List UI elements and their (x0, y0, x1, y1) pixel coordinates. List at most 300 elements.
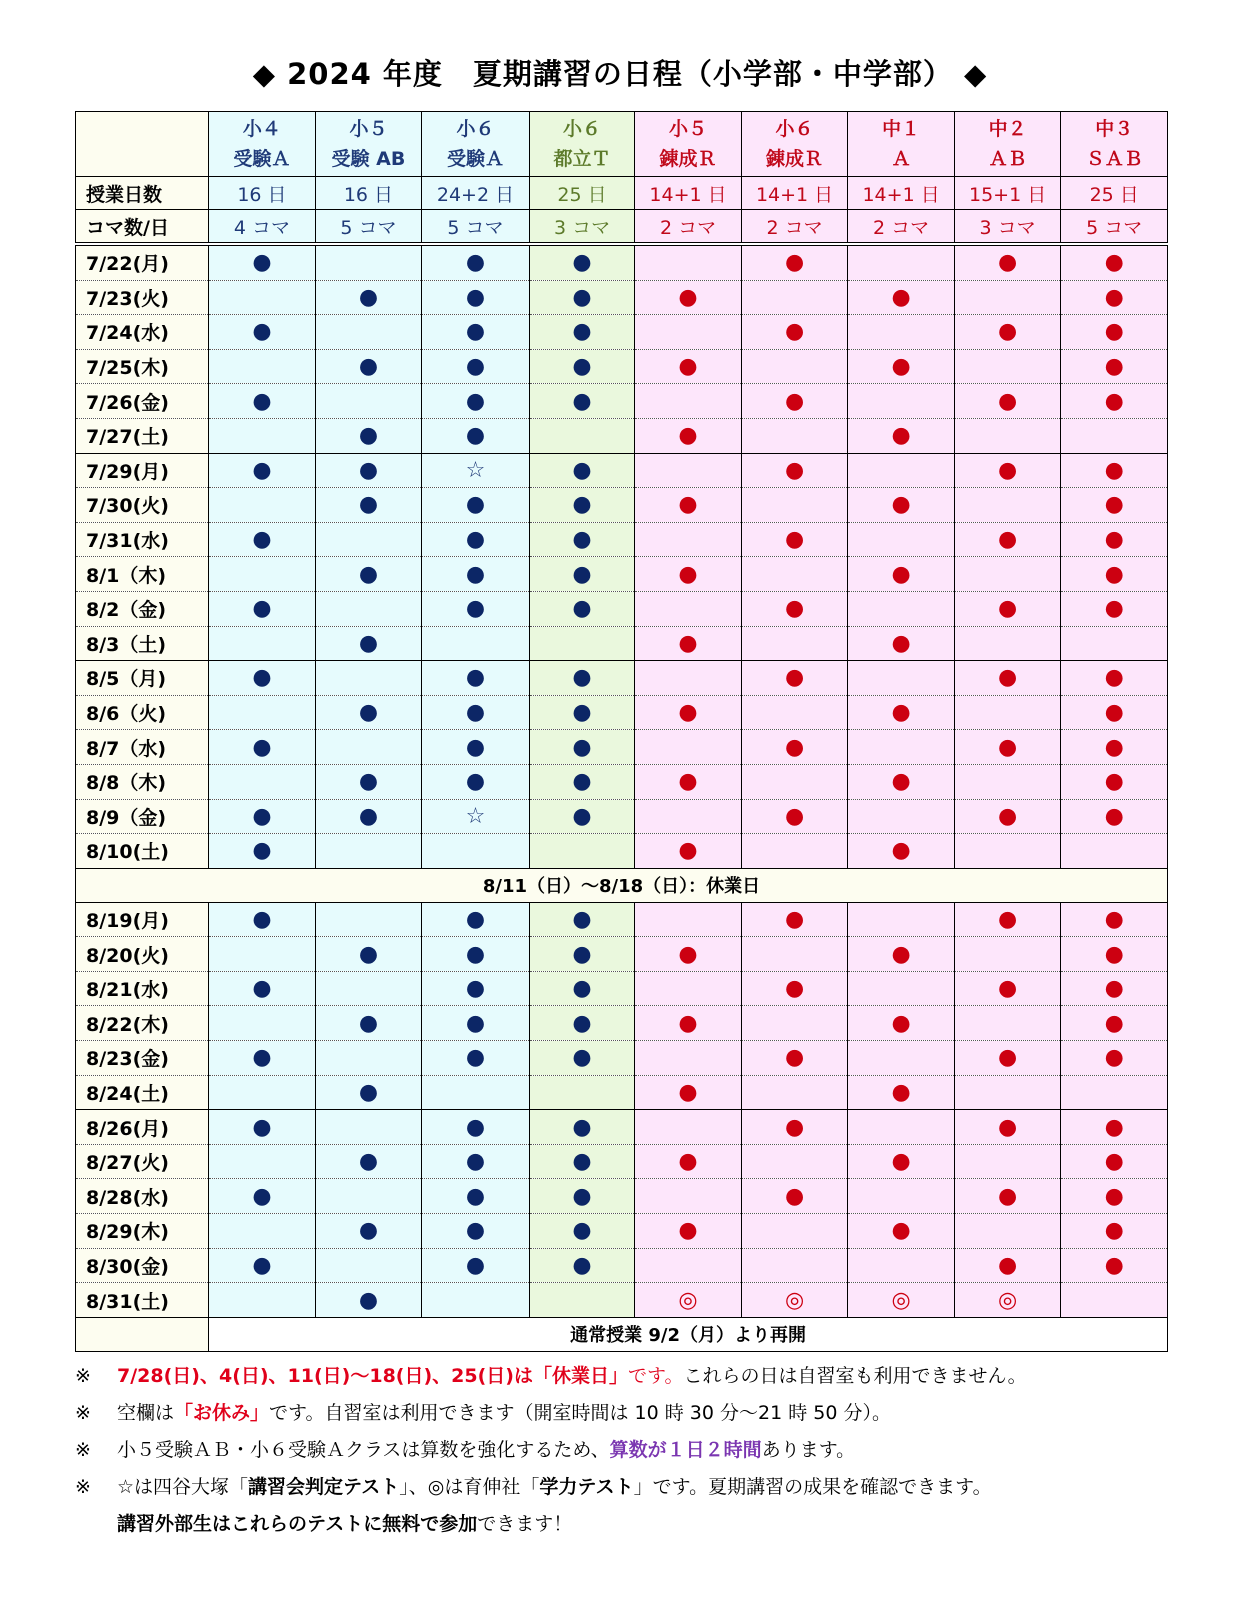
schedule-cell (529, 453, 635, 488)
schedule-row (76, 1075, 1168, 1110)
class-days: 16 日 (209, 177, 316, 210)
schedule-cell (529, 1144, 635, 1179)
schedule-cell (315, 349, 422, 384)
class-koma: 2 コマ (635, 210, 742, 245)
schedule-cell (741, 834, 848, 869)
row-date: 7/22(月) (76, 244, 209, 280)
row-date: 8/1（木) (76, 557, 209, 592)
class-day-dot: ● (465, 284, 486, 310)
class-koma: 5 コマ (422, 210, 530, 245)
schedule-cell (315, 418, 422, 453)
schedule-cell (741, 349, 848, 384)
schedule-cell (315, 1110, 422, 1145)
row-date: 8/9（金) (76, 799, 209, 834)
class-day-dot: ● (784, 976, 805, 1002)
class-day-dot: ● (465, 1183, 486, 1209)
schedule-cell (315, 661, 422, 696)
class-day-dot: ● (1104, 1149, 1124, 1175)
schedule-cell (529, 557, 635, 592)
yotsuya-test-star: ☆ (465, 457, 486, 483)
schedule-cell (529, 730, 635, 765)
schedule-cell (954, 902, 1061, 937)
class-day-dot: ● (678, 1010, 698, 1036)
row-date: 8/28(水) (76, 1179, 209, 1214)
class-header (741, 112, 848, 177)
schedule-cell (848, 661, 955, 696)
class-course: 受験Ａ (446, 148, 504, 170)
schedule-cell (529, 280, 635, 315)
schedule-cell (954, 764, 1061, 799)
class-day-dot: ● (1104, 284, 1124, 310)
ikushin-test-circle: ◎ (784, 1287, 805, 1313)
schedule-cell (529, 695, 635, 730)
class-day-dot: ● (784, 1045, 805, 1071)
class-day-dot: ● (998, 457, 1018, 483)
schedule-cell (741, 1006, 848, 1041)
schedule-row (76, 834, 1168, 869)
schedule-cell (741, 1248, 848, 1283)
schedule-cell (422, 695, 530, 730)
class-day-dot: ● (358, 630, 379, 656)
class-day-dot: ● (891, 1218, 911, 1244)
class-day-dot: ● (252, 976, 272, 1002)
schedule-cell (635, 902, 742, 937)
schedule-row (76, 349, 1168, 384)
schedule-cell (741, 522, 848, 557)
class-day-dot: ● (465, 1218, 486, 1244)
class-header-row (76, 112, 1168, 177)
schedule-cell (1061, 695, 1168, 730)
schedule-cell (954, 1041, 1061, 1076)
note-1 (75, 1358, 1195, 1395)
class-day-dot: ● (465, 1114, 486, 1140)
schedule-cell (422, 1041, 530, 1076)
schedule-cell (954, 384, 1061, 419)
class-day-dot: ● (252, 388, 272, 414)
schedule-cell (529, 1248, 635, 1283)
schedule-cell (529, 1041, 635, 1076)
class-header (315, 112, 422, 177)
schedule-cell (741, 1041, 848, 1076)
class-day-dot: ● (358, 1010, 379, 1036)
row-date: 7/31(水) (76, 522, 209, 557)
class-day-dot: ● (358, 354, 379, 380)
schedule-cell (209, 315, 316, 350)
schedule-cell (848, 557, 955, 592)
note-highlight: 「お休み」 (174, 1402, 270, 1424)
class-day-dot: ● (252, 803, 272, 829)
row-date: 8/3（土) (76, 626, 209, 661)
schedule-cell (209, 349, 316, 384)
class-day-dot: ● (784, 906, 805, 932)
class-day-dot: ● (572, 388, 592, 414)
class-day-dot: ● (465, 700, 486, 726)
schedule-cell (635, 1283, 742, 1318)
schedule-cell (422, 764, 530, 799)
schedule-cell (315, 834, 422, 869)
schedule-cell (954, 418, 1061, 453)
schedule-cell (741, 626, 848, 661)
class-day-dot: ● (358, 803, 379, 829)
schedule-cell (315, 280, 422, 315)
schedule-cell (422, 971, 530, 1006)
note-text: これらの日は自習室も利用できません。 (683, 1365, 1027, 1387)
schedule-row (76, 626, 1168, 661)
class-day-dot: ● (572, 906, 592, 932)
schedule-cell (635, 971, 742, 1006)
class-day-dot: ● (998, 250, 1018, 276)
class-day-dot: ● (1104, 941, 1124, 967)
class-day-dot: ● (1104, 457, 1124, 483)
schedule-row (76, 1006, 1168, 1041)
class-day-dot: ● (572, 561, 592, 587)
schedule-cell (954, 937, 1061, 972)
schedule-cell (848, 522, 955, 557)
schedule-cell (741, 902, 848, 937)
class-grade: 小６ (563, 118, 602, 140)
class-grade: 中２ (988, 118, 1027, 140)
class-day-dot: ● (465, 250, 486, 276)
schedule-cell (848, 1283, 955, 1318)
class-day-dot: ● (358, 284, 379, 310)
schedule-cell (635, 1248, 742, 1283)
class-day-dot: ● (678, 423, 698, 449)
schedule-cell (529, 1110, 635, 1145)
schedule-cell (422, 1006, 530, 1041)
schedule-cell (1061, 1144, 1168, 1179)
schedule-cell (635, 557, 742, 592)
class-day-dot: ● (465, 596, 486, 622)
class-course: 都立Ｔ (553, 148, 611, 170)
class-header (848, 112, 955, 177)
schedule-cell (741, 488, 848, 523)
class-day-dot: ● (572, 803, 592, 829)
class-day-dot: ● (891, 1010, 911, 1036)
class-course: 錬成Ｒ (766, 148, 824, 170)
class-days: 14+1 日 (848, 177, 955, 210)
schedule-cell (1061, 1110, 1168, 1145)
schedule-cell (422, 799, 530, 834)
schedule-cell (741, 1075, 848, 1110)
class-days: 15+1 日 (954, 177, 1061, 210)
class-day-dot: ● (891, 941, 911, 967)
schedule-cell (635, 315, 742, 350)
row-date: 8/23(金) (76, 1041, 209, 1076)
schedule-cell (954, 557, 1061, 592)
schedule-cell (422, 1248, 530, 1283)
schedule-cell (741, 799, 848, 834)
schedule-cell (1061, 453, 1168, 488)
class-day-dot: ● (998, 976, 1018, 1002)
schedule-cell (848, 384, 955, 419)
row-date: 7/26(金) (76, 384, 209, 419)
header-corner (76, 112, 209, 177)
schedule-cell (1061, 730, 1168, 765)
schedule-cell (635, 488, 742, 523)
schedule-cell (1061, 1041, 1168, 1076)
class-day-dot: ● (1104, 1218, 1124, 1244)
schedule-cell (315, 626, 422, 661)
class-header (954, 112, 1061, 177)
schedule-cell (315, 384, 422, 419)
class-day-dot: ● (1104, 803, 1124, 829)
schedule-cell (1061, 591, 1168, 626)
schedule-cell (741, 557, 848, 592)
class-day-dot: ● (998, 319, 1018, 345)
schedule-cell (635, 591, 742, 626)
class-day-dot: ● (1104, 1045, 1124, 1071)
schedule-cell (635, 1041, 742, 1076)
schedule-cell (635, 730, 742, 765)
schedule-cell (1061, 661, 1168, 696)
row-date: 8/27(火) (76, 1144, 209, 1179)
class-day-dot: ● (572, 319, 592, 345)
row-date: 8/21(水) (76, 971, 209, 1006)
schedule-cell (529, 418, 635, 453)
note-text: できます！ (477, 1513, 573, 1535)
schedule-cell (422, 730, 530, 765)
row-date: 7/30(火) (76, 488, 209, 523)
schedule-cell (848, 418, 955, 453)
schedule-cell (315, 1144, 422, 1179)
schedule-cell (209, 280, 316, 315)
class-day-dot: ● (252, 734, 272, 760)
schedule-cell (635, 349, 742, 384)
class-day-dot: ● (678, 354, 698, 380)
schedule-row (76, 1041, 1168, 1076)
koma-label: コマ数/日 (76, 210, 209, 245)
class-day-dot: ● (572, 941, 592, 967)
note-text: あります。 (761, 1439, 856, 1461)
schedule-cell (635, 418, 742, 453)
schedule-cell (1061, 418, 1168, 453)
schedule-cell (954, 1179, 1061, 1214)
schedule-cell (422, 1214, 530, 1249)
class-day-dot: ● (465, 319, 486, 345)
note-text: 小５受験ＡＢ・小６受験Ａクラスは算数を強化するため、 (117, 1439, 610, 1461)
schedule-cell (209, 522, 316, 557)
schedule-cell (848, 1110, 955, 1145)
schedule-cell (209, 453, 316, 488)
schedule-row (76, 453, 1168, 488)
class-day-dot: ● (678, 1149, 698, 1175)
note-holiday-dates: 7/28(日)、4(日)、11(日)～18(日)、25(日)は「休業日」 (117, 1365, 628, 1387)
schedule-cell (954, 834, 1061, 869)
schedule-cell (848, 1144, 955, 1179)
row-date: 7/24(水) (76, 315, 209, 350)
row-date: 8/2（金) (76, 591, 209, 626)
class-day-dot: ● (1104, 1183, 1124, 1209)
class-day-dot: ● (465, 1149, 486, 1175)
schedule-cell (741, 730, 848, 765)
class-course: 錬成Ｒ (659, 148, 717, 170)
class-day-dot: ● (998, 1114, 1018, 1140)
class-day-dot: ● (572, 457, 592, 483)
class-days: 14+1 日 (741, 177, 848, 210)
class-day-dot: ● (572, 354, 592, 380)
schedule-cell (741, 1283, 848, 1318)
schedule-cell (529, 591, 635, 626)
schedule-cell (209, 730, 316, 765)
schedule-cell (422, 1179, 530, 1214)
class-day-dot: ● (572, 1252, 592, 1278)
class-day-dot: ● (572, 1114, 592, 1140)
class-day-dot: ● (1104, 1252, 1124, 1278)
schedule-cell (741, 453, 848, 488)
schedule-cell (635, 1179, 742, 1214)
class-day-dot: ● (1104, 906, 1124, 932)
schedule-cell (954, 1248, 1061, 1283)
class-day-dot: ● (358, 457, 379, 483)
schedule-cell (1061, 937, 1168, 972)
class-day-dot: ● (465, 734, 486, 760)
class-koma: 4 コマ (209, 210, 316, 245)
schedule-cell (209, 661, 316, 696)
schedule-cell (954, 799, 1061, 834)
class-day-dot: ● (1104, 596, 1124, 622)
schedule-row (76, 1110, 1168, 1145)
schedule-cell (529, 1179, 635, 1214)
class-days: 14+1 日 (635, 177, 742, 210)
holiday-break-text: 8/11（日）～8/18（日）：休業日 (76, 868, 1168, 902)
class-day-dot: ● (891, 700, 911, 726)
class-day-dot: ● (1104, 700, 1124, 726)
schedule-cell (315, 1283, 422, 1318)
class-day-dot: ● (678, 838, 698, 864)
row-date: 8/20(火) (76, 937, 209, 972)
class-day-dot: ● (252, 1183, 272, 1209)
schedule-cell (848, 244, 955, 280)
schedule-cell (209, 1248, 316, 1283)
class-day-dot: ● (784, 734, 805, 760)
schedule-row (76, 522, 1168, 557)
class-day-dot: ● (678, 769, 698, 795)
class-day-dot: ● (1104, 561, 1124, 587)
class-day-dot: ● (252, 1252, 272, 1278)
schedule-cell (1061, 799, 1168, 834)
note-text: 」です。夏期講習の成果を確認できます。 (633, 1476, 992, 1498)
schedule-cell (741, 418, 848, 453)
schedule-cell (741, 315, 848, 350)
schedule-cell (635, 384, 742, 419)
schedule-row (76, 1248, 1168, 1283)
class-days: 25 日 (529, 177, 635, 210)
schedule-cell (422, 453, 530, 488)
schedule-cell (209, 591, 316, 626)
schedule-cell (635, 695, 742, 730)
class-day-dot: ● (572, 492, 592, 518)
class-day-dot: ● (465, 769, 486, 795)
note-highlight: 講習外部生はこれらのテストに無料で参加 (117, 1513, 478, 1535)
schedule-cell (1061, 1179, 1168, 1214)
schedule-cell (209, 902, 316, 937)
schedule-cell (1061, 384, 1168, 419)
schedule-cell (422, 937, 530, 972)
schedule-cell (635, 1006, 742, 1041)
schedule-cell (1061, 971, 1168, 1006)
class-grade: 小４ (242, 118, 281, 140)
schedule-cell (209, 1075, 316, 1110)
schedule-cell (954, 349, 1061, 384)
class-day-dot: ● (465, 941, 486, 967)
schedule-cell (848, 1041, 955, 1076)
schedule-cell (529, 1283, 635, 1318)
class-day-dot: ● (998, 527, 1018, 553)
class-day-dot: ● (465, 354, 486, 380)
schedule-cell (1061, 488, 1168, 523)
schedule-cell (954, 315, 1061, 350)
schedule-cell (209, 244, 316, 280)
class-day-dot: ● (784, 665, 805, 691)
row-date: 7/27(土) (76, 418, 209, 453)
schedule-cell (315, 764, 422, 799)
note-mark: ※ (75, 1402, 91, 1424)
class-day-dot: ● (998, 665, 1018, 691)
ikushin-test-circle: ◎ (998, 1287, 1018, 1313)
schedule-cell (954, 1214, 1061, 1249)
class-day-dot: ● (252, 527, 272, 553)
class-header (529, 112, 635, 177)
class-day-dot: ● (998, 803, 1018, 829)
schedule-cell (635, 1110, 742, 1145)
schedule-cell (529, 349, 635, 384)
class-day-dot: ● (678, 284, 698, 310)
class-koma: 3 コマ (954, 210, 1061, 245)
schedule-cell (529, 1006, 635, 1041)
schedule-cell (209, 418, 316, 453)
schedule-cell (315, 315, 422, 350)
note-2 (75, 1395, 1195, 1432)
class-day-dot: ● (465, 1252, 486, 1278)
class-day-dot: ● (998, 906, 1018, 932)
schedule-row (76, 384, 1168, 419)
schedule-cell (209, 799, 316, 834)
schedule-cell (954, 730, 1061, 765)
class-day-dot: ● (572, 1149, 592, 1175)
schedule-cell (954, 1075, 1061, 1110)
class-grade: 中１ (882, 118, 921, 140)
class-koma: 5 コマ (315, 210, 422, 245)
class-header (1061, 112, 1168, 177)
schedule-cell (209, 764, 316, 799)
schedule-cell (422, 418, 530, 453)
schedule-cell (1061, 1006, 1168, 1041)
schedule-cell (529, 315, 635, 350)
class-grade: 小６ (775, 118, 814, 140)
schedule-cell (1061, 1075, 1168, 1110)
schedule-cell (848, 349, 955, 384)
schedule-cell (741, 971, 848, 1006)
class-day-dot: ● (358, 1149, 379, 1175)
class-day-dot: ● (1104, 665, 1124, 691)
schedule-cell (209, 1179, 316, 1214)
holiday-break-row (76, 868, 1168, 902)
class-day-dot: ● (784, 1114, 805, 1140)
schedule-cell (209, 834, 316, 869)
schedule-cell (848, 1248, 955, 1283)
note-mark: ※ (75, 1365, 91, 1387)
class-day-dot: ● (1104, 250, 1124, 276)
schedule-cell (422, 1144, 530, 1179)
schedule-cell (422, 280, 530, 315)
class-day-dot: ● (358, 1218, 379, 1244)
schedule-cell (741, 937, 848, 972)
schedule-cell (635, 626, 742, 661)
schedule-cell (848, 315, 955, 350)
class-day-dot: ● (891, 1079, 911, 1105)
days-label: 授業日数 (76, 177, 209, 210)
class-day-dot: ● (678, 1079, 698, 1105)
